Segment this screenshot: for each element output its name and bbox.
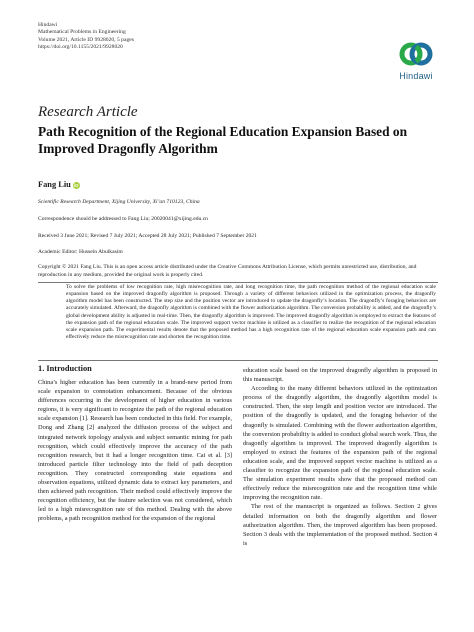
author-line <box>38 180 80 189</box>
orcid-icon[interactable]: iD <box>74 182 79 188</box>
paragraph: The rest of the manuscript is organized as follows. Section 2 gives detailed information on both the dragonfly algorithm and flower authorization algorithm. Then, the improved algorithm has been proposed. Section 3 deals with the implementation of the proposed method. Section 4 is <box>243 503 437 547</box>
correspondence: Correspondence should be addressed to Fang Liu; 20020041@xijing.edu.cn <box>38 216 208 222</box>
hindawi-logo-icon <box>399 38 433 70</box>
journal-header <box>38 22 134 52</box>
article-type: Research Article <box>38 104 138 120</box>
doi-link[interactable]: https://doi.org/10.1155/2021/9928020 <box>38 44 123 51</box>
body-column-right <box>243 366 437 548</box>
hindawi-logo <box>392 38 440 84</box>
paragraph: According to the many different behaviors utilized in the optimization process of the dragonfly algorithm, the dragonfly algorithm model is constructed. Then, the step length and position vector are introduced. The position of the dragonfly is updated, and the foraging behavior of the dragonfly is simulated. Combining with the flower authorization algorithm, the conversion probability is added to conduct global search work. Thus, the dragonfly algorithm is improved. The improved dragonfly algorithm is employed to extract the features of the expansion path of the regional education scale, and the improved support vector machine is utilized as a classifier to recognize the expansion path of the regional education scale. The simulation experiment results show that the proposed method can effectively reduce the misrecognition rate and the recognition time while improving the recognition rate. <box>243 385 437 502</box>
logo-wordmark: Hindawi <box>399 71 433 81</box>
copyright-notice: Copyright © 2021 Fang Liu. This is an open access article distributed under the Creative Commons Attribution License, which permits unrestricted use, distribution, and reproduction in any medium, provided the original work is properly cited. <box>38 264 417 278</box>
publication-dates: Received 3 June 2021; Revised 7 July 2021; Accepted 28 July 2021; Published 7 September 2021 <box>38 233 257 239</box>
section-heading-introduction: 1. Introduction <box>38 364 92 373</box>
journal-title: Mathematical Problems in Engineering <box>38 29 126 36</box>
abstract-bottom-rule <box>38 360 438 361</box>
publisher-name: Hindawi <box>38 22 58 28</box>
article-title: Path Recognition of the Regional Education Expansion Based on Improved Dragonfly Algorithm <box>38 124 408 156</box>
abstract-top-rule <box>38 282 438 283</box>
author-name: Fang Liu <box>38 180 71 189</box>
paragraph: education scale based on the improved dragonfly algorithm is proposed in this manuscript. <box>243 367 437 384</box>
affiliation: Scientific Research Department, Xijing University, Xi’an 710123, China <box>38 199 200 205</box>
body-column-left <box>38 378 232 524</box>
abstract-text: To solve the problems of low recognition rate, high misrecognition rate, and long recognition time, the path recognition method of the regional education scale expansion based on the improved dragonfly algorithm is proposed. Through a variety of different behaviors utilized in the optimization process, the dragonfly algorithm model has been constructed. The step size and the position vector are introduced to update the dragonfly’s location. The dragonfly’s foraging behaviors are accurately simulated. Afterward, the dragonfly algorithm is combined with the flower authorization algorithm. The conversion probability is added, and the dragonfly’s global development ability is adjusted in real-time. Then, the dragonfly algorithm is improved. The improved dragonfly algorithm is employed to extract the features of the expansion path of the regional education scale. The improved support vector machine is utilized as a classifier to realize the recognition of the regional education scale expansion path. The experimental results denote that the proposed method has a high recognition rate of the regional education scale expansion path and can effectively reduce the misrecognition rate and shorten the recognition time. <box>66 284 436 341</box>
volume-line: Volume 2021, Article ID 9928020, 5 pages <box>38 36 134 43</box>
academic-editor: Academic Editor: Hussein Abulkasim <box>38 249 123 255</box>
paragraph: China’s higher education has been currently in a brand-new period from scale expansion to connotation enhancement. Because of the obvious differences occurring in the development of higher education in various regions, it is very significant to recognize the path of the regional education scale expansion [1]. Research has been conducted in this field. For example, Dong and Zhang [2] analyzed the diffusion process of the subject and integrated network topology analysis and subject semantic mining for path recognition, which could effectively improve the accuracy of the path recognition research, but it had a longer recognition time. Cai et al. [3] introduced particle filter technology into the field of path deception recognition. They constructed corresponding state equations and observation equations, utilized dynamic data to extract key parameters, and then achieved path recognition. Their method could effectively improve the recognition efficiency, but the feature selection was not considered, which led to a high misrecognition rate of this method. Dealing with the above problems, a path recognition method for the expansion of the regional <box>38 379 232 523</box>
